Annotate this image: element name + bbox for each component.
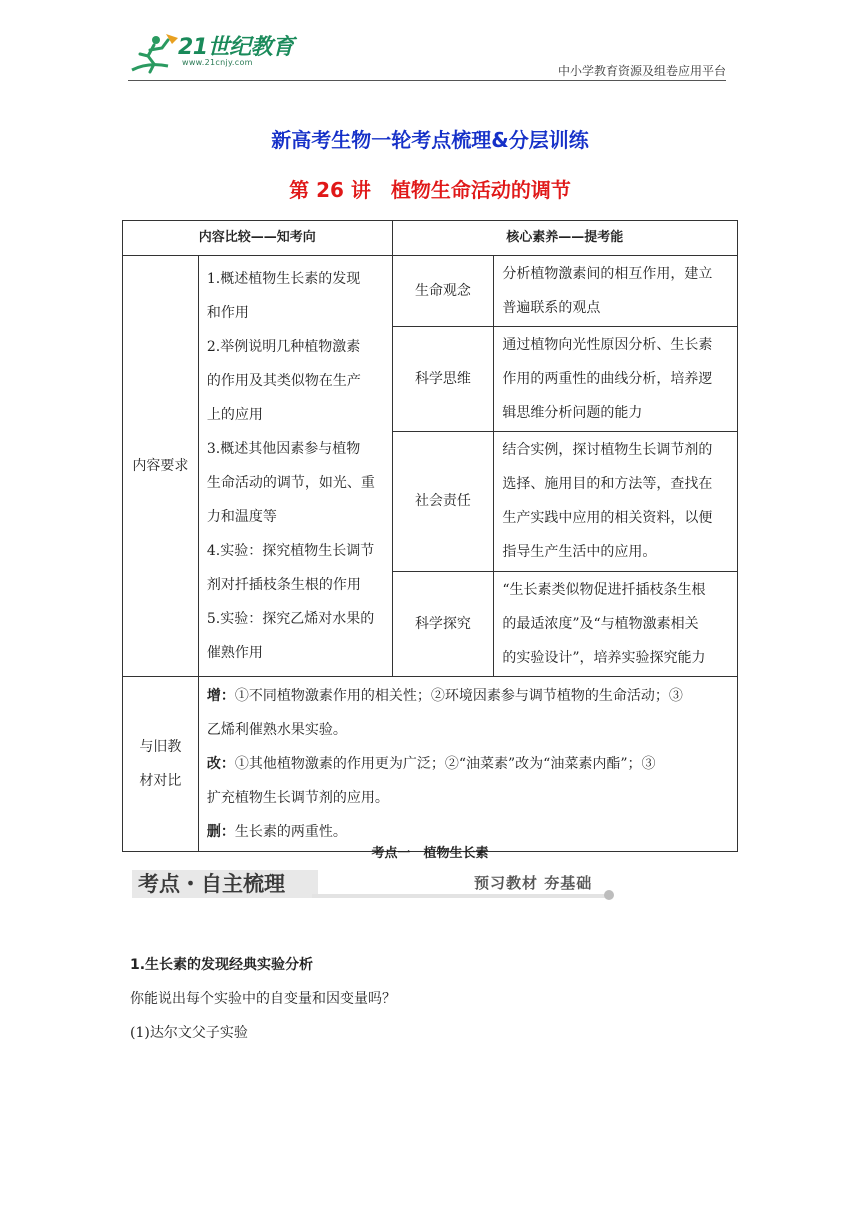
text-line: 普遍联系的观点 — [502, 299, 601, 316]
literacy-name: 科学思维 — [392, 326, 494, 431]
section-title: 考点一 植物生长素 — [371, 846, 489, 861]
textbook-changes — [198, 677, 737, 852]
subsection-heading: 1.生长素的发现经典实验分析 — [130, 957, 314, 973]
logo-url: www.21cnjy.com — [182, 58, 253, 67]
text-line: 辑思维分析问题的能力 — [502, 404, 643, 421]
text-line: 与旧教 — [139, 739, 182, 755]
added-label: 增： — [206, 688, 235, 704]
requirements-list — [198, 256, 392, 677]
changed-text-cont: 扩充植物生长调节剂的应用。 — [206, 790, 389, 806]
literacy-description — [494, 256, 738, 327]
text-line: 结合实例，探讨植物生长调节剂的 — [502, 442, 713, 459]
added-line — [207, 679, 729, 713]
literacy-description — [494, 571, 738, 676]
header-content-comparison: 内容比较——知考向 — [123, 221, 393, 256]
list-item: 2.举例说明几种植物激素 — [206, 339, 361, 355]
table-row — [123, 256, 738, 327]
experiment-item: (1)达尔文父子实验 — [130, 1025, 248, 1041]
section-banner — [132, 870, 616, 904]
text-line: 分析植物激素间的相互作用，建立 — [502, 265, 713, 282]
requirements-label: 内容要求 — [123, 256, 199, 677]
literacy-name: 科学探究 — [392, 571, 494, 676]
changed-text: ①其他植物激素的作用更为广泛；②“油菜素”改为“油菜素内酯”；③ — [234, 756, 656, 772]
old-textbook-label — [123, 677, 199, 852]
text-line: 指导生产生活中的应用。 — [502, 544, 657, 561]
banner-title: 考点・自主梳理 — [132, 870, 318, 898]
list-item: 催熟作用 — [206, 645, 263, 661]
text-line: “生长素类似物促进扦插枝条生根 — [502, 581, 706, 598]
added-text-cont: 乙烯利催熟水果实验。 — [206, 722, 347, 738]
deleted-label: 删： — [206, 824, 235, 840]
text-line: 选择、施用目的和方法等，查找在 — [502, 476, 713, 493]
changed-line — [207, 747, 729, 781]
text-line: 的最适浓度”及“与植物激素相关 — [502, 615, 699, 632]
text-line: 通过植物向光性原因分析、生长素 — [502, 336, 713, 353]
list-item: 4.实验：探究植物生长调节 — [206, 543, 375, 559]
lecture-title: 第 26 讲 植物生命活动的调节 — [289, 178, 571, 202]
text-line: 材对比 — [139, 773, 182, 789]
question-text: 你能说出每个实验中的自变量和因变量吗？ — [130, 991, 396, 1007]
list-item: 剂对扦插枝条生根的作用 — [206, 577, 361, 593]
overview-table — [122, 220, 738, 852]
list-item: 生命活动的调节，如光、重 — [206, 475, 375, 491]
header-divider — [128, 80, 726, 81]
literacy-name: 社会责任 — [392, 431, 494, 571]
list-item: 的作用及其类似物在生产 — [206, 373, 361, 389]
list-item: 1.概述植物生长素的发现 — [206, 271, 361, 287]
logo-text: 21世纪教育 — [178, 35, 294, 60]
document-title: 新高考生物一轮考点梳理&分层训练 — [271, 128, 589, 152]
table-header-row — [123, 221, 738, 256]
list-item: 5.实验：探究乙烯对水果的 — [206, 611, 375, 627]
platform-name: 中小学教育资源及组卷应用平台 — [557, 64, 726, 78]
deleted-text: 生长素的两重性。 — [234, 824, 347, 840]
page-header — [128, 28, 726, 80]
literacy-description — [494, 326, 738, 431]
text-line: 的实验设计”，培养实验探究能力 — [502, 649, 706, 666]
added-text: ①不同植物激素作用的相关性；②环境因素参与调节植物的生命活动；③ — [234, 688, 683, 704]
banner-divider — [312, 894, 608, 898]
literacy-name: 生命观念 — [392, 256, 494, 327]
list-item: 和作用 — [206, 305, 249, 321]
list-item: 力和温度等 — [206, 509, 277, 525]
banner-dot-icon — [604, 890, 614, 900]
text-line: 作用的两重性的曲线分析，培养逻 — [502, 370, 713, 387]
list-item: 3.概述其他因素参与植物 — [206, 441, 361, 457]
table-row — [123, 677, 738, 852]
literacy-description — [494, 431, 738, 571]
changed-label: 改： — [206, 756, 235, 772]
text-line: 生产实践中应用的相关资料，以便 — [502, 510, 713, 527]
banner-subtitle: 预习教材 夯基础 — [474, 874, 593, 892]
list-item: 上的应用 — [206, 407, 263, 423]
header-core-literacy: 核心素养——提考能 — [392, 221, 737, 256]
